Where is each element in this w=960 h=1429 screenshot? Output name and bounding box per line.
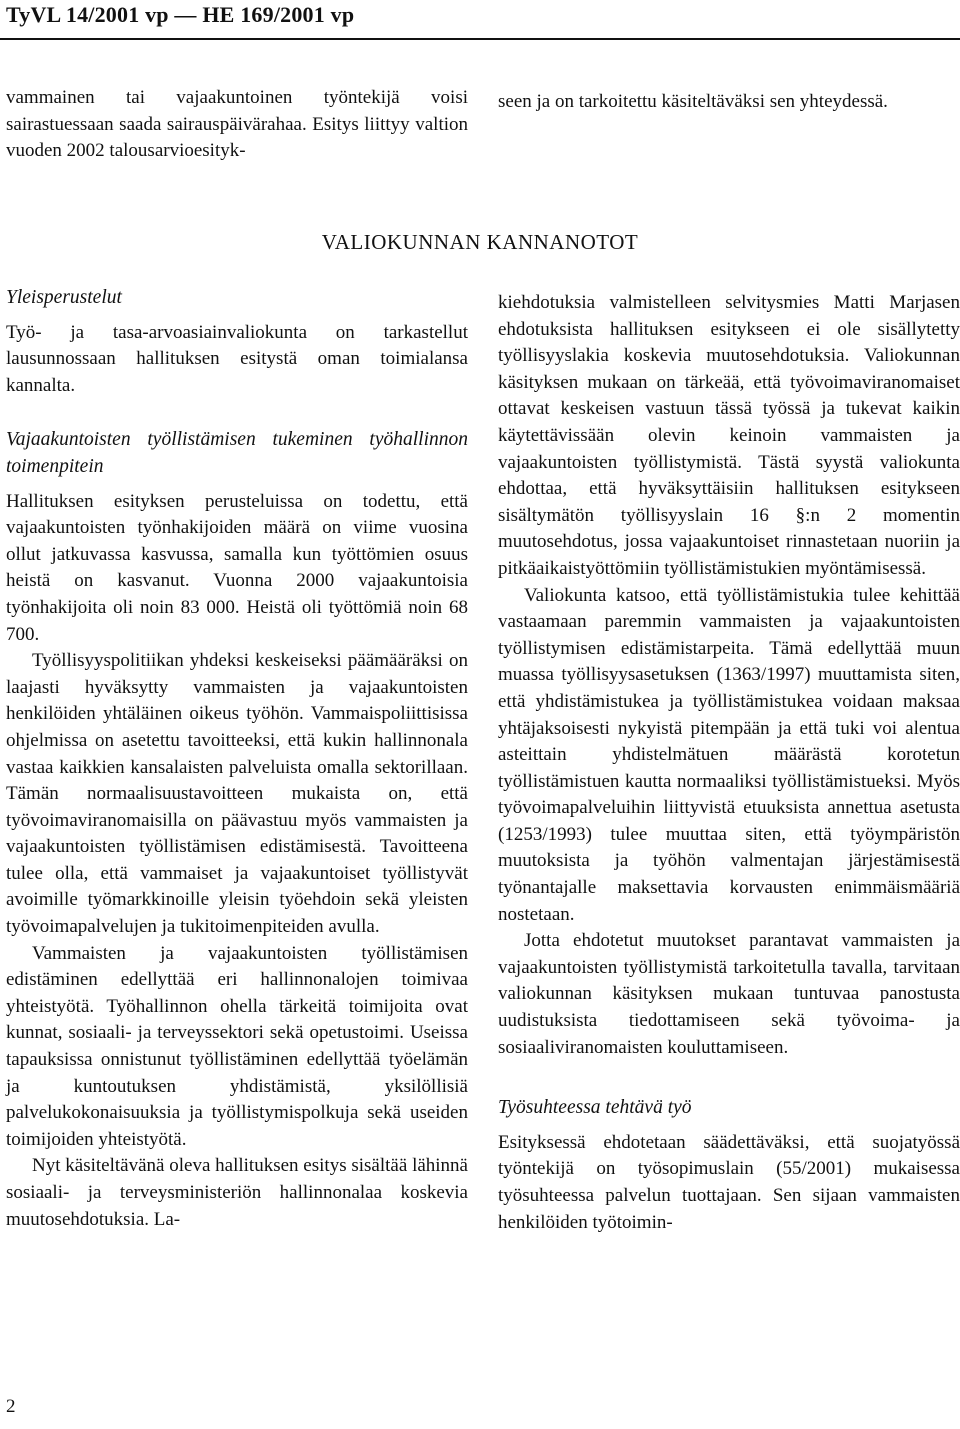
paragraph: Esityksessä ehdotetaan säädettäväksi, että suojatyössä työntekijä on työsopimuslain (55/2001) mukaisessa työsuhteessa palvelun tuottajaan. Sen sijaan vammaisten henkilöiden työtoimin-: [498, 1131, 960, 1233]
top-left-column: [6, 85, 468, 165]
page-number: 2: [6, 1396, 16, 1417]
header-rule: [0, 38, 960, 40]
running-header: TyVL 14/2001 vp — HE 169/2001 vp: [6, 2, 355, 27]
section-title: VALIOKUNNAN KANNANOTOT: [321, 230, 639, 254]
top-right-column: [498, 89, 960, 116]
subheading-yleisperustelut: Yleisperustelut: [6, 287, 122, 308]
paragraph: Työllisyyspolitiikan yhdeksi keskeiseksi päämääräksi on laajasti hyväksytty vammaisten ja vajaakuntoisten henkilöiden yhtäläinen oikeus työhön. Vammaispoliittisissa ohjelmissa on asetettu tavoitteeksi, että kukin hallinnonala vastaa kaikkien kansalaisten palveluista omalla sektorillaan. Tämän normaalisuustavoitteen mukaista on, että työvoimaviranomaisilla on päävastuu myös vammaisten ja vajaakuntoisten työllistämisen edistämisestä. Tavoitteena tulee olla, että vammaiset ja vajaakuntoiset työllistyvät avoimille työmarkkinoille yleisin työehdoin sekä yleisten työvoimapalvelujen ja tukitoimenpiteiden avulla.: [6, 650, 468, 938]
continuation-paragraph-left: vammainen tai vajaakuntoinen työntekijä voisi sairastuessaan saada sairauspäivärahaa. Esitys liittyy valtion vuoden 2002 talousarvioesityk-: [6, 87, 468, 162]
subheading-vajaakuntoisten: Vajaakuntoisten työllistämisen tukeminen työhallinnon toimenpitein: [6, 429, 468, 477]
paragraph: Työ- ja tasa-arvoasiainvaliokunta on tarkastellut lausunnossaan hallituksen esitystä oman toimialansa kannalta.: [6, 321, 468, 396]
paragraph: kiehdotuksia valmistelleen selvitysmies Matti Marjasen ehdotuksista hallituksen esitykseen ei ole sisällytetty työllisyyslakia koskevia muutosehdotuksia. Valiokunnan käsityksen mukaan on tärkeää, että työvoimaviranomaiset ottavat keskeisen vastuun tässä työssä ja tukevat kaikin käytettävissään olevin keinoin vammaisten ja vajaakuntoisten työllistymistä. Tästä syystä valiokunta ehdottaa, että hyväksyttäisiin hallituksen esitykseen sisältymätön työllisyyslain 16 §:n 2 momentin muutosehdotus, jossa vajaakuntoiset rinnastetaan nuoriin ja pitkäaikaistyöttömiin työllistämistukien myöntämisessä.: [498, 292, 960, 579]
left-column: [6, 285, 468, 1233]
paragraph: Hallituksen esityksen perusteluissa on todettu, että vajaakuntoisten työnhakijoiden määrä on viime vuosina ollut jatkuvassa kasvussa, samalla kun työttömien osuus heistä on kasvanut. Vuonna 2000 vajaakuntoisia työnhakijoita oli noin 83 000. Heistä oli työttömiä noin 68 700.: [6, 490, 468, 645]
continuation-paragraph-right: seen ja on tarkoitettu käsiteltäväksi sen yhteydessä.: [498, 91, 888, 112]
subheading-tyosuhteessa: Työsuhteessa tehtävä työ: [498, 1097, 692, 1119]
right-column: [498, 290, 960, 1236]
paragraph: Vammaisten ja vajaakuntoisten työllistämisen edistäminen edellyttää eri hallinnonalojen toimivaa yhteistyötä. Työhallinnon ohella tärkeitä toimijoita ovat kunnat, sosiaali- ja terveyssektori sekä opetustoimi. Useissa tapauksissa onnistunut työllistäminen edellyttää työelämän ja kuntoutuksen yhdistämistä, yksilöllisiä palvelukokonaisuuksia ja työllistymispolkuja sekä useiden toimijoiden yhteistyötä.: [6, 942, 468, 1150]
paragraph: Valiokunta katsoo, että työllistämistukia tulee kehittää vastaamaan paremmin vammaisten ja vajaakuntoisten työllistymisen edistämistarpeita. Tämä edellyttää muun muassa työllisyysasetuksen (1363/1997) muuttamista siten, että yhdistämistukea ja työllistämistukea voidaan maksaa yhtäjaksoisesti nykyistä pitempään ja että tuki voi alentua asteittain yhdistelmätuen määrästä korotetun työllistämistuen kautta normaaliksi työllistämistueksi. Myös työvoimapalveluihin liittyvistä etuuksista annettua asetusta (1253/1993) tulee muuttaa siten, että työympäristön muutoksista ja työhön valmentajan järjestämisestä työnantajalle maksettavia korvausten enimmäismääriä nostetaan.: [498, 584, 960, 925]
paragraph: Nyt käsiteltävänä oleva hallituksen esitys sisältää lähinnä sosiaali- ja terveysministeriön hallinnonalaa koskevia muutosehdotuksia. La-: [6, 1155, 468, 1230]
paragraph: Jotta ehdotetut muutokset parantavat vammaisten ja vajaakuntoisten työllistymistä tarkoitetulla tavalla, tarvitaan valiokunnan käsityksen mukaan tuntuvaa panostusta uudistuksista tiedottamiseen sekä työvoima- ja sosiaaliviranomaisten kouluttamiseen.: [498, 930, 960, 1058]
